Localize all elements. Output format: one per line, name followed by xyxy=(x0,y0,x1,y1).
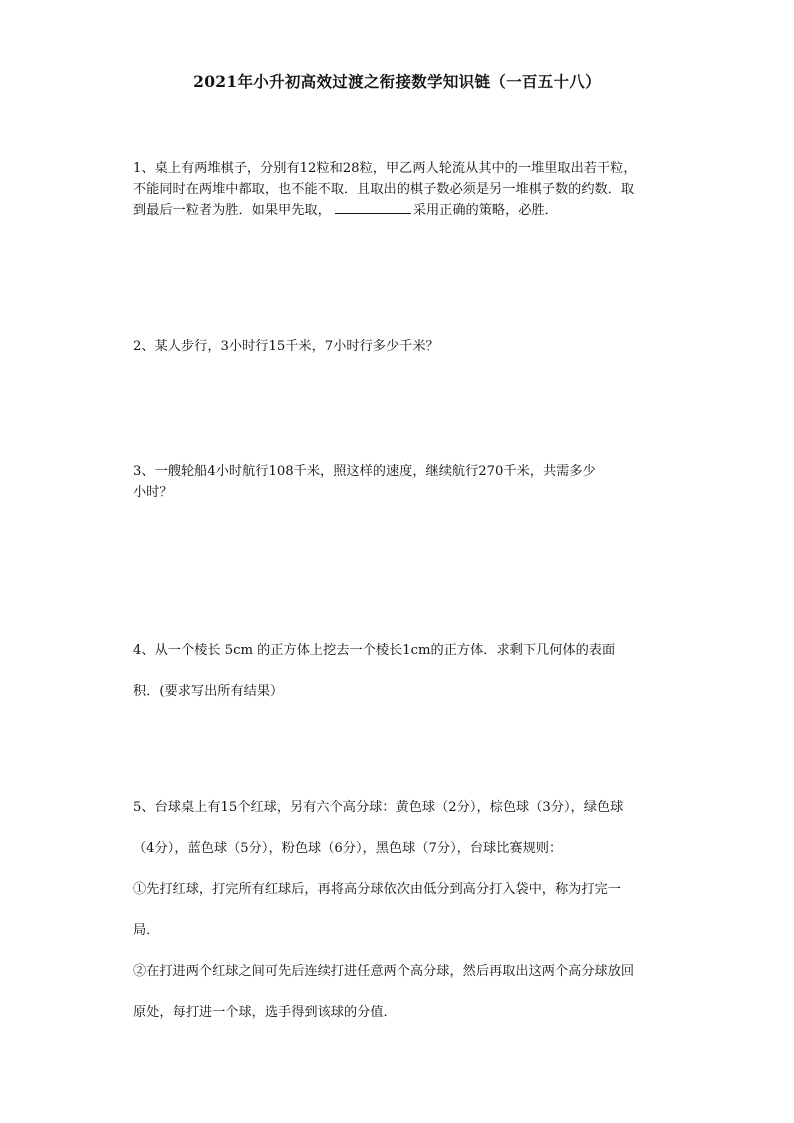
question-1-line-3-end: 采用正确的策略，必胜． xyxy=(412,203,558,218)
question-3-line-2: 小时？ xyxy=(133,485,173,500)
question-5-line-2: （4分），蓝色球（5分），粉色球（6分），黑色球（7分），台球比赛规则： xyxy=(133,841,563,856)
question-5-rule-2-cont: 原处，每打进一个球，选手得到该球的分值． xyxy=(133,1005,397,1020)
question-1-line-1: 1、桌上有两堆棋子，分别有12粒和28粒，甲乙两人轮流从其中的一堆里取出若干粒， xyxy=(133,161,637,176)
page-title: 2021年小升初高效过渡之衔接数学知识链（一百五十八） xyxy=(193,72,601,91)
question-3-line-1: 3、一艘轮船4小时航行108千米，照这样的速度，继续航行270千米，共需多少 xyxy=(133,464,596,479)
question-1-line-3 xyxy=(133,200,668,221)
question-5 xyxy=(133,797,668,1037)
question-2 xyxy=(133,336,668,357)
question-1-line-3-start: 到最后一粒者为胜．如果甲先取， xyxy=(133,203,331,218)
question-3 xyxy=(133,461,668,503)
question-5-rule-1-cont: 局． xyxy=(133,923,160,938)
answer-blank[interactable] xyxy=(335,201,411,214)
question-5-rule-1: ①先打红球，打完所有红球后，再将高分球依次由低分到高分打入袋中，称为打完一 xyxy=(133,882,621,897)
question-4-line-2: 积．(要求写出所有结果） xyxy=(133,684,284,699)
question-1 xyxy=(133,158,668,221)
question-1-line-2: 不能同时在两堆中都取，也不能不取．且取出的棋子数必须是另一堆棋子数的约数．取 xyxy=(133,182,635,197)
question-5-line-1: 5、台球桌上有15个红球，另有六个高分球：黄色球（2分），棕色球（3分），绿色球 xyxy=(133,800,624,815)
question-5-rule-2: ②在打进两个红球之间可先后连续打进任意两个高分球，然后再取出这两个高分球放回 xyxy=(133,964,635,979)
question-2-line-1: 2、某人步行，3小时行15千米，7小时行多少千米？ xyxy=(133,339,439,354)
question-4-line-1: 4、从一个棱长 5cm 的正方体上挖去一个棱长1cm的正方体．求剩下几何体的表面 xyxy=(133,643,616,658)
question-4 xyxy=(133,630,668,712)
